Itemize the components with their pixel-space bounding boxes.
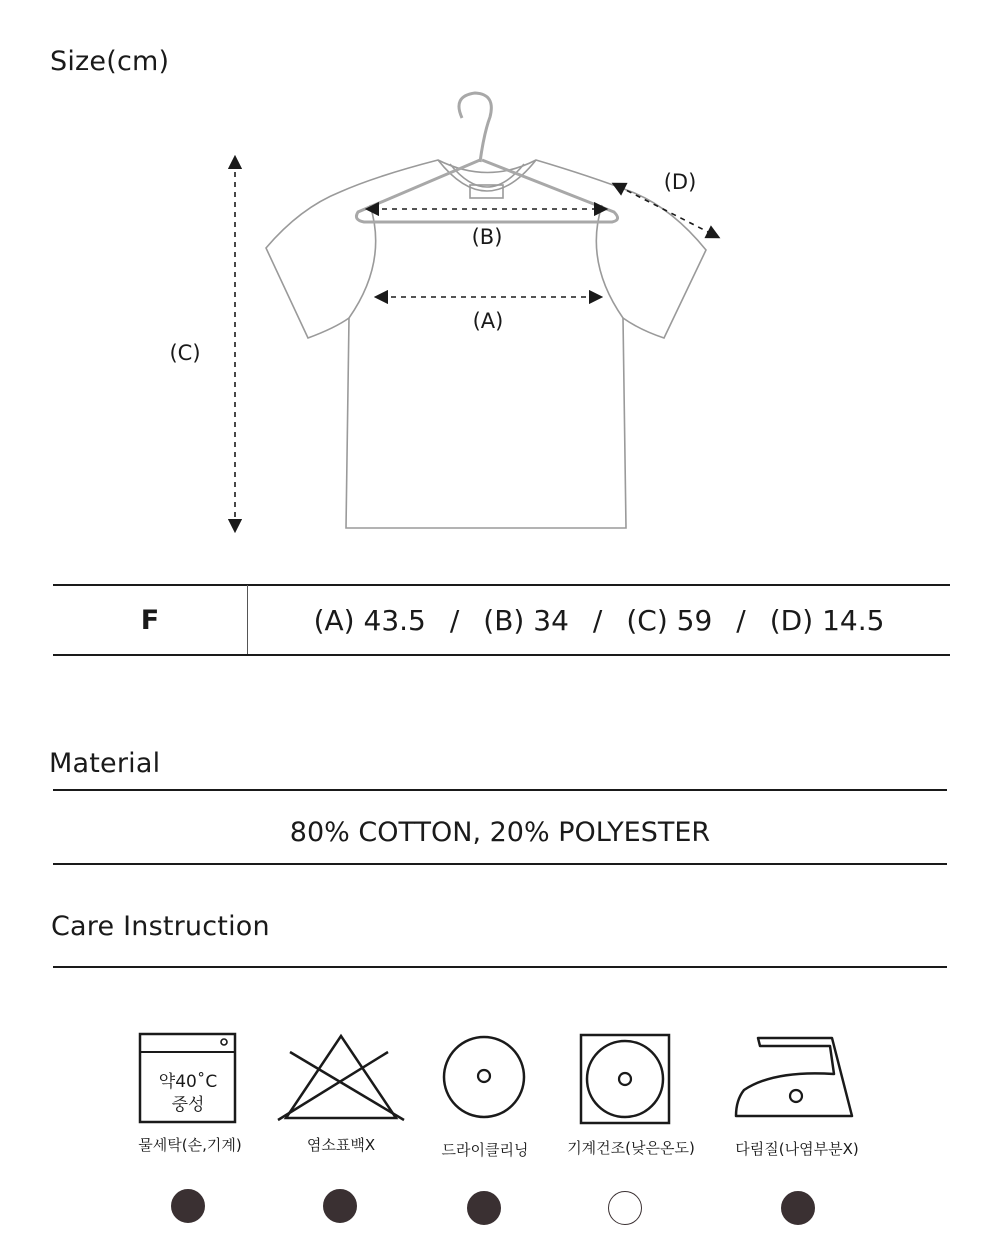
care-label-no-bleach: 염소표백X [306,1136,376,1154]
tshirt-measurement-diagram [0,0,1000,560]
iron-icon [734,1036,856,1118]
care-section-title: Care Instruction [51,911,270,942]
care-label-iron: 다림질(나염부분X) [735,1140,859,1158]
label-d: (D) [663,170,697,194]
care-indicator-dot [171,1189,205,1223]
care-indicator-dot [608,1191,642,1225]
size-key: F [140,604,160,636]
size-table-row [53,585,950,655]
no-bleach-icon [276,1032,406,1124]
care-label-dry-clean: 드라이클리닝 [441,1141,529,1159]
label-b: (B) [471,225,503,249]
size-table-bottom-rule [53,654,950,656]
care-indicator-dot [467,1191,501,1225]
material-top-rule [53,789,947,791]
tumble-dry-icon [579,1033,671,1125]
measurement-a: (A) 43.5 [313,603,426,637]
measurement-separator: / [592,603,603,637]
wash-detergent-text: 중성 [171,1095,205,1115]
measurement-separator: / [736,603,746,637]
tshirt-outline [266,160,706,528]
label-c: (C) [169,341,201,365]
wash-temp-text: 약40˚C [158,1072,218,1092]
material-composition: 80% COTTON, 20% POLYESTER [289,816,711,848]
dry-clean-icon [441,1034,527,1120]
measurement-c: (C) 59 [626,603,713,637]
material-section-title: Material [49,748,161,779]
measurement-d: (D) 14.5 [769,603,885,637]
label-a: (A) [472,309,504,333]
size-section-title: Size(cm) [50,46,170,77]
hanger-icon [356,93,617,222]
care-label-wash: 물세탁(손,기계) [138,1136,242,1154]
care-indicator-dot [781,1191,815,1225]
measurement-separator: / [449,603,460,637]
care-rule [53,966,947,968]
size-measurements [248,585,950,655]
care-label-tumble-dry: 기계건조(낮은온도) [567,1139,695,1157]
wash-tub-icon [138,1032,238,1124]
material-bottom-rule [53,863,947,865]
measurement-b: (B) 34 [483,603,569,637]
care-indicator-dot [323,1189,357,1223]
